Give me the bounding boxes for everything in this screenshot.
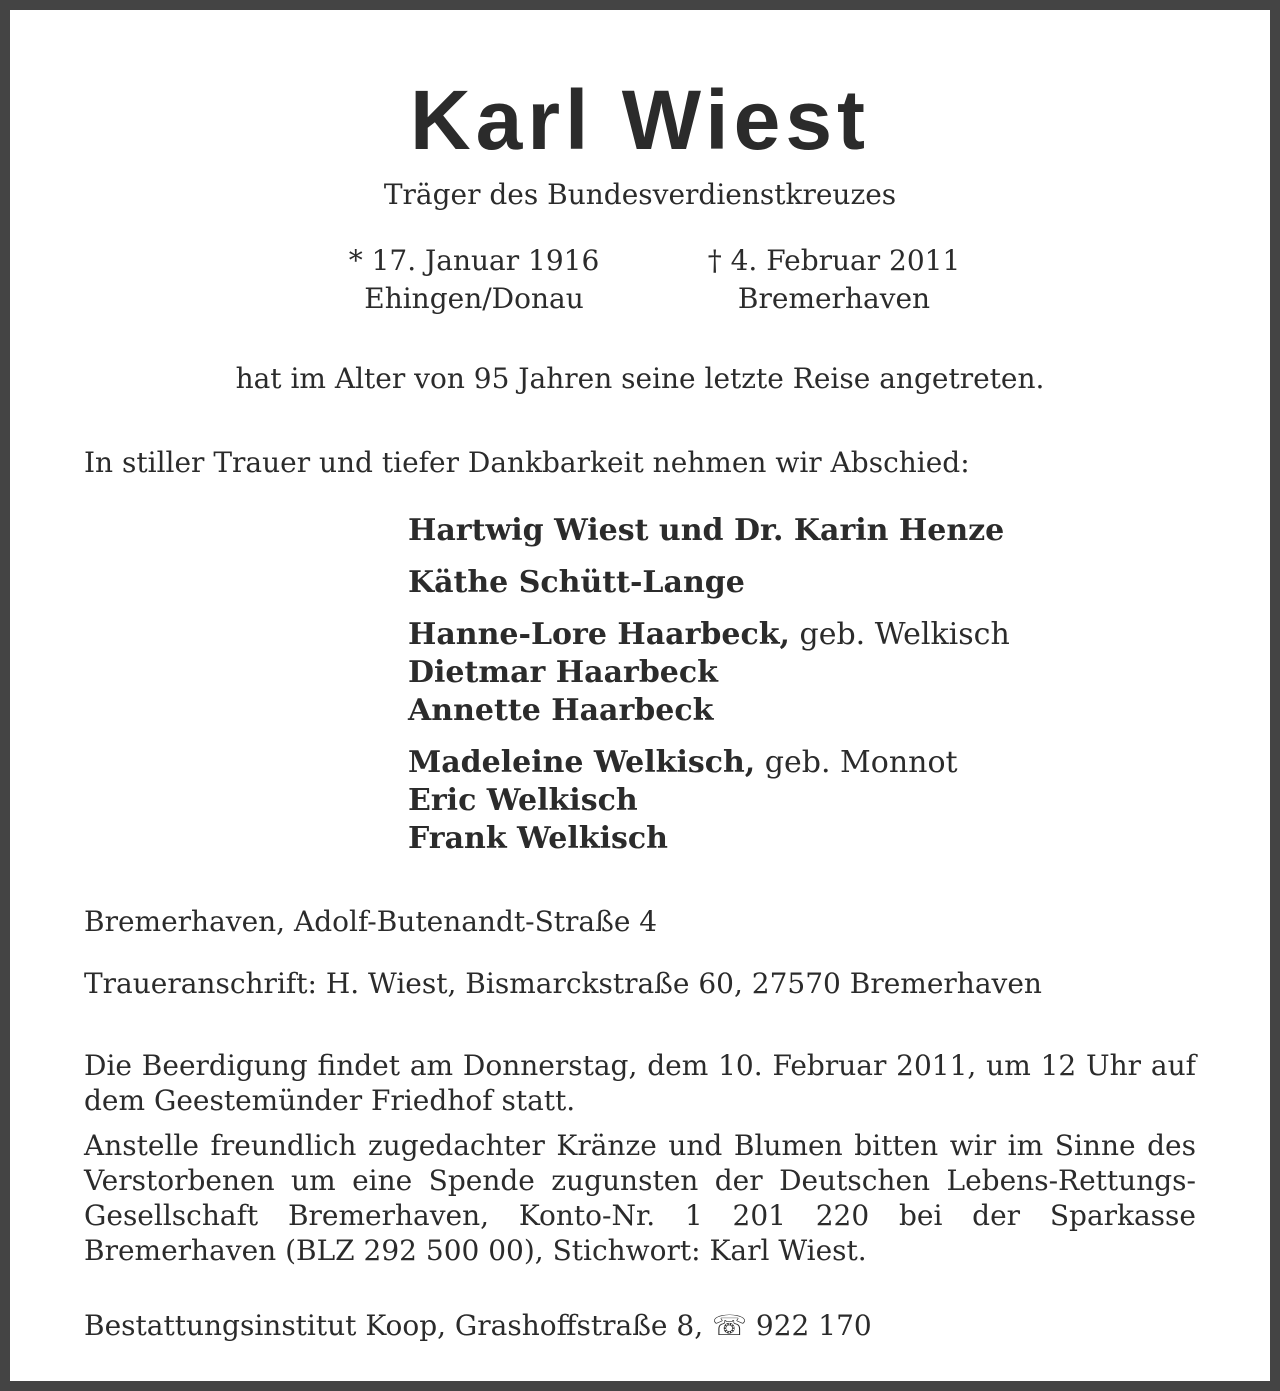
funeral-info: Die Beerdigung findet am Donnerstag, dem 10. Februar 2011, um 12 Uhr auf dem Geestemünder Friedhof statt. [84, 1049, 1196, 1117]
mourner-line-8: Frank Welkisch [408, 821, 668, 856]
mourner-name: Hanne-Lore Haarbeck, [408, 617, 790, 652]
maiden-name: geb. Monnot [755, 745, 958, 780]
death-date: † 4. Februar 2011 [707, 244, 961, 277]
mourner-name: Madeleine Welkisch, [408, 745, 756, 780]
mourner-line-3 [408, 616, 1010, 654]
deceased-name: Karl Wiest [409, 73, 871, 167]
mourner-line-4: Dietmar Haarbeck [408, 655, 718, 690]
maiden-name: geb. Welkisch [789, 617, 1010, 652]
obituary-frame [10, 10, 1270, 1381]
mourner-line-6 [408, 744, 1010, 782]
birth-block [324, 242, 624, 318]
honor-subtitle: Träger des Bundesverdienstkreuzes [383, 178, 897, 211]
mourning-address: Traueranschrift: H. Wiest, Bismarckstraße 60, 27570 Bremerhaven [84, 967, 1042, 1000]
undertaker-info: Bestattungsinstitut Koop, Grashoffstraße 8, ☏ 922 170 [84, 1309, 872, 1342]
mourner-line-2: Käthe Schütt-Lange [408, 565, 745, 600]
mourners-list [408, 512, 1010, 858]
residence-address: Bremerhaven, Adolf-Butenandt-Straße 4 [84, 905, 658, 938]
age-line: hat im Alter von 95 Jahren seine letzte Reise angetreten. [235, 362, 1045, 395]
mourner-line-1: Hartwig Wiest und Dr. Karin Henze [408, 513, 1005, 548]
death-place: Bremerhaven [737, 282, 931, 315]
birth-date: * 17. Januar 1916 [348, 244, 600, 277]
donation-request: Anstelle freundlich zugedachter Kränze und Blumen bitten wir im Sinne des Verstorbenen um eine Spende zugunsten der Deutschen Lebens-Rettungs-Gesellschaft Bremerhaven, Konto-Nr. 1 201 220 bei der Sparkasse Bremerhaven (BLZ 292 500 00), Stichwort: Karl Wiest. [84, 1129, 1196, 1267]
mourner-line-7: Eric Welkisch [408, 783, 638, 818]
birth-place: Ehingen/Donau [364, 282, 584, 315]
farewell-line: In stiller Trauer und tiefer Dankbarkeit nehmen wir Abschied: [84, 446, 970, 479]
mourner-line-5: Annette Haarbeck [408, 693, 714, 728]
death-block [684, 242, 984, 318]
